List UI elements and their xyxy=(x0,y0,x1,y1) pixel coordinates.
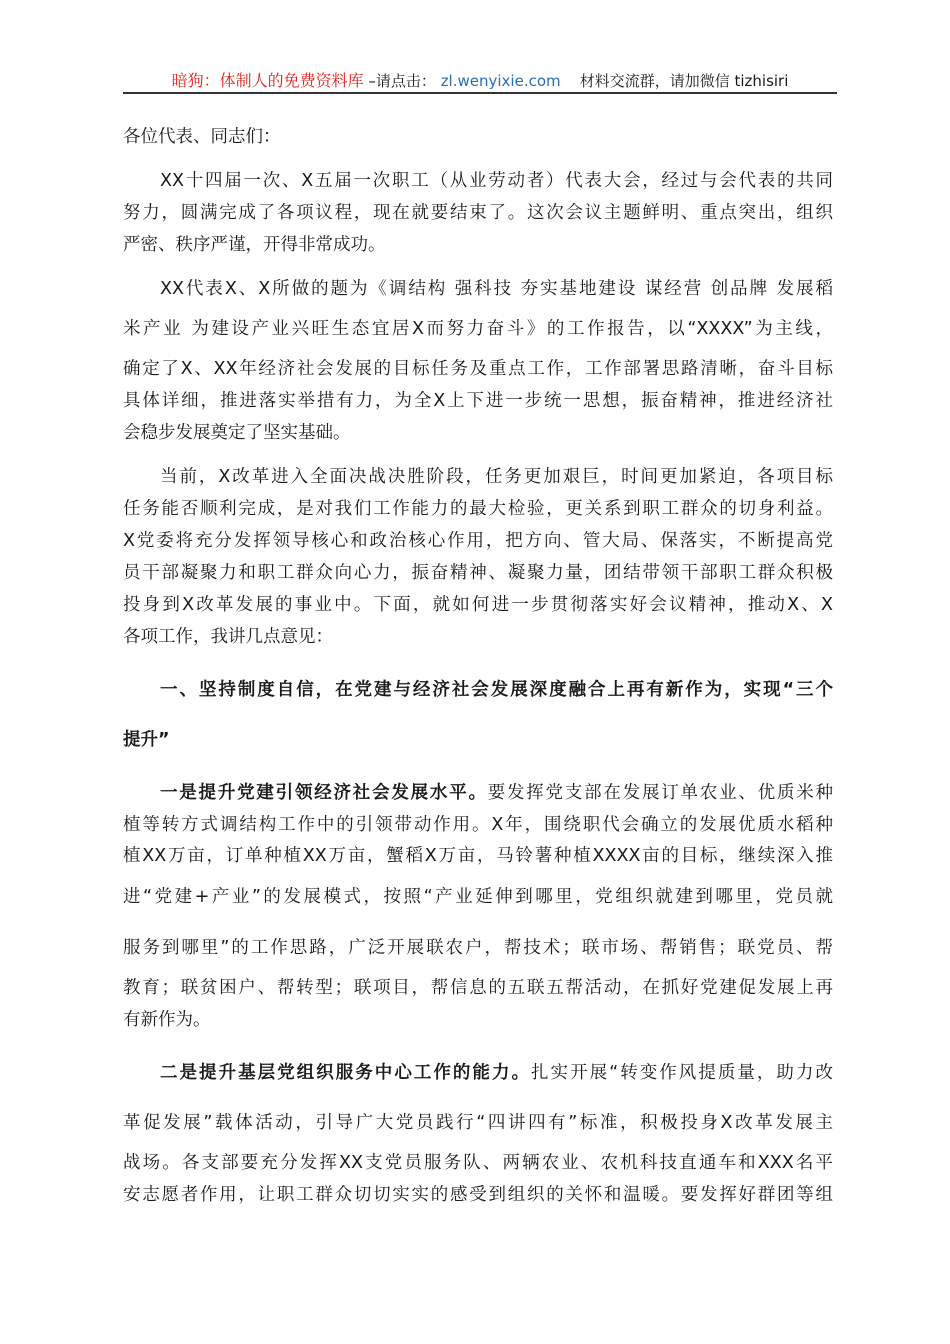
paragraph-line: 米产业 为建设产业兴旺生态宜居X而努力奋斗》的工作报告，以“XXXX”为主线， xyxy=(123,319,833,339)
paragraph-line: 革促发展”载体活动，引导广大党员践行“四讲四有”标准，积极投身X改革发展主 xyxy=(123,1113,833,1133)
paragraph-line: X党委将充分发挥领导核心和政治核心作用，把方向、管大局、保落实，不断提高党 xyxy=(123,531,833,551)
paragraph-line: 当前，X改革进入全面决战决胜阶段，任务更加艰巨，时间更加紧迫，各项目标 xyxy=(160,467,833,487)
lead-sentence: 二是提升基层党组织服务中心工作的能力。 xyxy=(160,1063,532,1083)
paragraph-line: 会稳步发展奠定了坚实基础。 xyxy=(123,423,351,443)
paragraph-line: 服务到哪里”的工作思路，广泛开展联农户，帮技术；联市场、帮销售；联党员、帮 xyxy=(123,938,833,958)
paragraph-line xyxy=(160,1061,833,1085)
paragraph-line: 进“党建+产业”的发展模式，按照“产业延伸到哪里，党组织就建到哪里，党员就 xyxy=(123,887,833,907)
page-header xyxy=(123,68,837,92)
paragraph-line: XX十四届一次、X五届一次职工（从业劳动者）代表大会，经过与会代表的共同 xyxy=(160,171,833,191)
paragraph-line: XX代表X、X所做的题为《调结构 强科技 夯实基地建设 谋经营 创品牌 发展稻 xyxy=(160,279,833,299)
section-heading: 一、坚持制度自信，在党建与经济社会发展深度融合上再有新作为，实现“三个 xyxy=(160,680,833,700)
paragraph-line xyxy=(160,781,833,805)
paragraph-line: 植XX万亩，订单种植XX万亩，蟹稻X万亩，马铃薯种植XXXX亩的目标，继续深入推 xyxy=(123,846,833,866)
paragraph-line: 各项工作，我讲几点意见： xyxy=(123,627,333,647)
paragraph-line: 投身到X改革发展的事业中。下面，就如何进一步贯彻落实好会议精神，推动X、X xyxy=(123,595,833,615)
paragraph-line: 有新作为。 xyxy=(123,1010,211,1030)
paragraph-line: 教育；联贫困户、帮转型；联项目，帮信息的五联五帮活动，在抓好党建促发展上再 xyxy=(123,978,833,998)
line-text: 扎实开展“转变作风提质量，助力改 xyxy=(531,1063,833,1083)
section-heading: 提升” xyxy=(123,730,170,750)
site-link[interactable]: zl.wenyixie.com xyxy=(440,72,561,90)
paragraph-line: 确定了X、XX年经济社会发展的目标任务及重点工作，工作部署思路清晰，奋斗目标 xyxy=(123,359,833,379)
wechat-label: 材料交流群，请加微信 tizhisiri xyxy=(579,72,789,90)
paragraph-line: 员干部凝聚力和职工群众向心力，振奋精神、凝聚力量，团结带领干部职工群众积极 xyxy=(123,563,833,583)
site-label: 暗狗：体制人的免费资料库 xyxy=(171,71,364,90)
paragraph-line: 任务能否顺利完成，是对我们工作能力的最大检验，更关系到职工群众的切身利益。 xyxy=(123,499,833,519)
paragraph-line: 植等转方式调结构工作中的引领带动作用。X年，围绕职代会确立的发展优质水稻种 xyxy=(123,815,833,835)
header-rule xyxy=(123,92,837,94)
paragraph-line: 严密、秩序严谨，开得非常成功。 xyxy=(123,235,386,255)
paragraph-line: 具体详细，推进落实举措有力，为全X上下进一步统一思想，振奋精神，推进经济社 xyxy=(123,391,833,411)
click-label: –请点击： xyxy=(368,72,436,90)
paragraph-line: 努力，圆满完成了各项议程，现在就要结束了。这次会议主题鲜明、重点突出，组织 xyxy=(123,203,833,223)
paragraph-line: 安志愿者作用，让职工群众切切实实的感受到组织的关怀和温暖。要发挥好群团等组 xyxy=(123,1185,833,1205)
line-text: 要发挥党支部在发展订单农业、优质米种 xyxy=(487,783,833,803)
salutation: 各位代表、同志们： xyxy=(123,127,281,147)
paragraph-line: 战场。各支部要充分发挥XX支党员服务队、两辆农业、农机科技直通车和XXX名平 xyxy=(123,1153,833,1173)
lead-sentence: 一是提升党建引领经济社会发展水平。 xyxy=(160,783,488,803)
